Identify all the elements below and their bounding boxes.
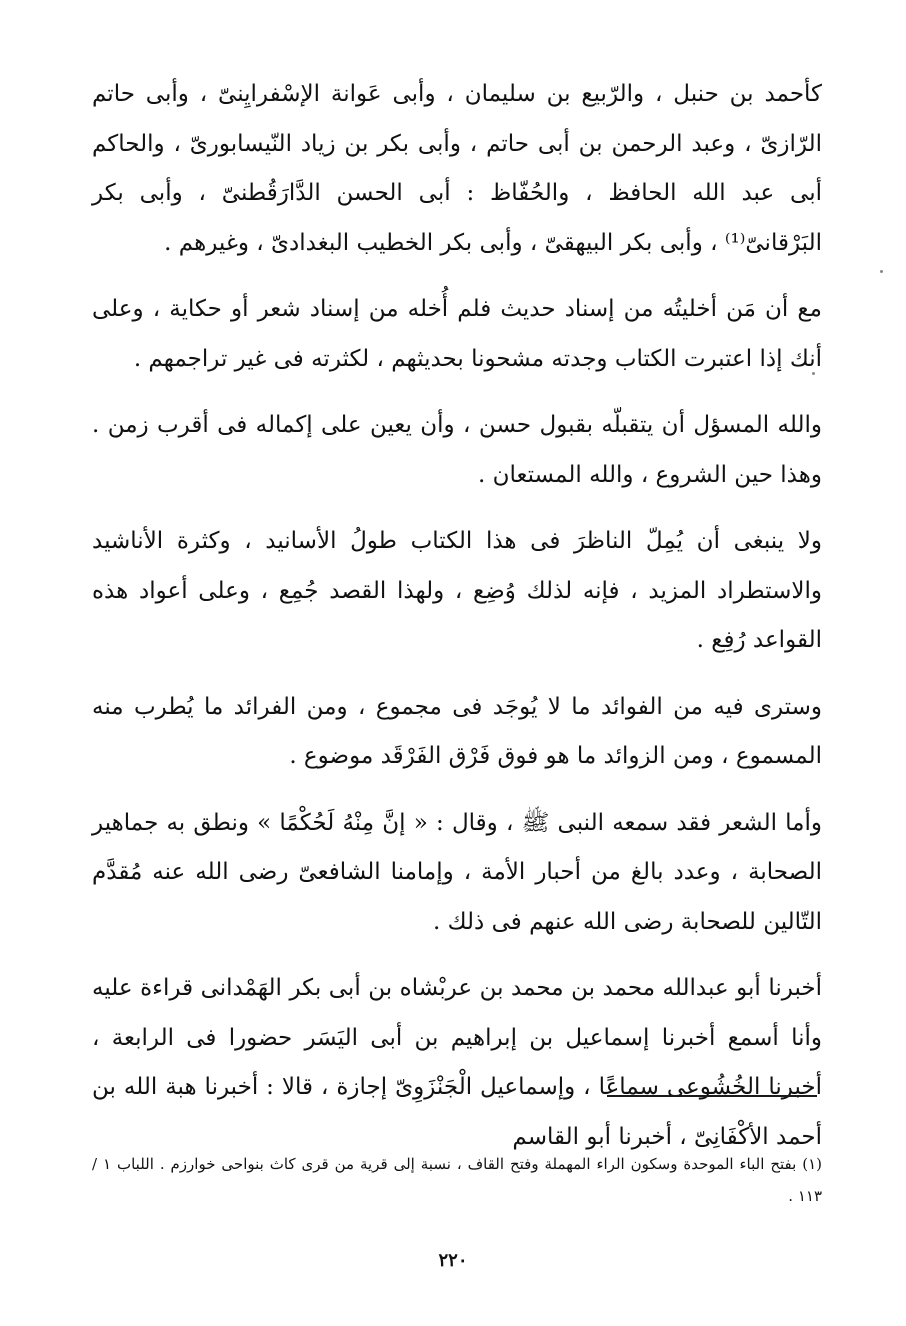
paragraph-1: كأحمد بن حنبل ، والرّبيع بن سليمان ، وأبى عَوانة الإسْفرايِنىّ ، وأبى حاتم الرّازىّ ، وعبد الرحمن بن أبى حاتم ، وأبى بكر بن زياد النّيسابورىّ ، والحاكم أبى عبد الله الحافظ ، والحُفّاظ : أبى الحسن الدَّارَقُطنىّ ، وأبى بكر البَرْقانىّ⁽¹⁾ ، وأبى بكر البيهقىّ ، وأبى بكر الخطيب البغدادىّ ، وغيرهم .	[92, 81, 822, 256]
scan-speck	[812, 372, 815, 375]
footnote-divider	[607, 1095, 817, 1097]
paragraph-5: وسترى فيه من الفوائد ما لا يُوجَد فى مجموع ، ومن الفرائد ما يُطرب منه المسموع ، ومن الزوائد ما هو فوق فَرْق الفَرْقَد موضوع .	[92, 693, 822, 769]
paragraph-6: وأما الشعر فقد سمعه النبى ﷺ ، وقال : « إنَّ مِنْهُ لَحُكْمًا » ونطق به جماهير الصحابة ، وعدد بالغ من أحبار الأمة ، وإمامنا الشافعىّ رضى الله عنه مُقدَّم التّالين للصحابة رضى الله عنهم فى ذلك .	[92, 809, 822, 935]
main-text-block	[92, 70, 822, 1176]
page-number: ٢٢٠	[438, 1250, 468, 1271]
paragraph-7: أخبرنا أبو عبدالله محمد بن محمد بن عربْشاه بن أبى بكر الهَمْدانى قراءة عليه وأنا أسمع أخبرنا إسماعيل بن إبراهيم بن أبى اليَسَر حضورا فى الرابعة ، أخبرنا الخُشُوعى سماعًا ، وإسماعيل الْجَنْزَوِىّ إجازة ، قالا : أخبرنا هبة الله بن أحمد الأكْفَانِىّ ، أخبرنا أبو القاسم	[92, 975, 822, 1150]
scan-speck	[880, 270, 883, 273]
paragraph-4: ولا ينبغى أن يُمِلّ الناظرَ فى هذا الكتاب طولُ الأسانيد ، وكثرة الأناشيد والاستطراد المزيد ، فإنه لذلك وُضِع ، ولهذا القصد جُمِع ، وعلى أعواد هذه القواعد رُفِع .	[92, 528, 822, 653]
footnote: (١) بفتح الباء الموحدة وسكون الراء المهملة وفتح القاف ، نسبة إلى قرية من قرى كاث بنواحى خوارزم . اللباب ١ / ١١٣ .	[92, 1155, 822, 1205]
paragraph-3: والله المسؤل أن يتقبلّه بقبول حسن ، وأن يعين على إكماله فى أقرب زمن . وهذا حين الشروع ، والله المستعان .	[92, 412, 822, 488]
paragraph-2: مع أن مَن أخليتُه من إسناد حديث فلم أُخله من إسناد شعر أو حكاية ، وعلى أنك إذا اعتبرت الكتاب وجدته مشحونا بحديثهم ، لكثرته فى غير تراجمهم .	[92, 296, 822, 372]
